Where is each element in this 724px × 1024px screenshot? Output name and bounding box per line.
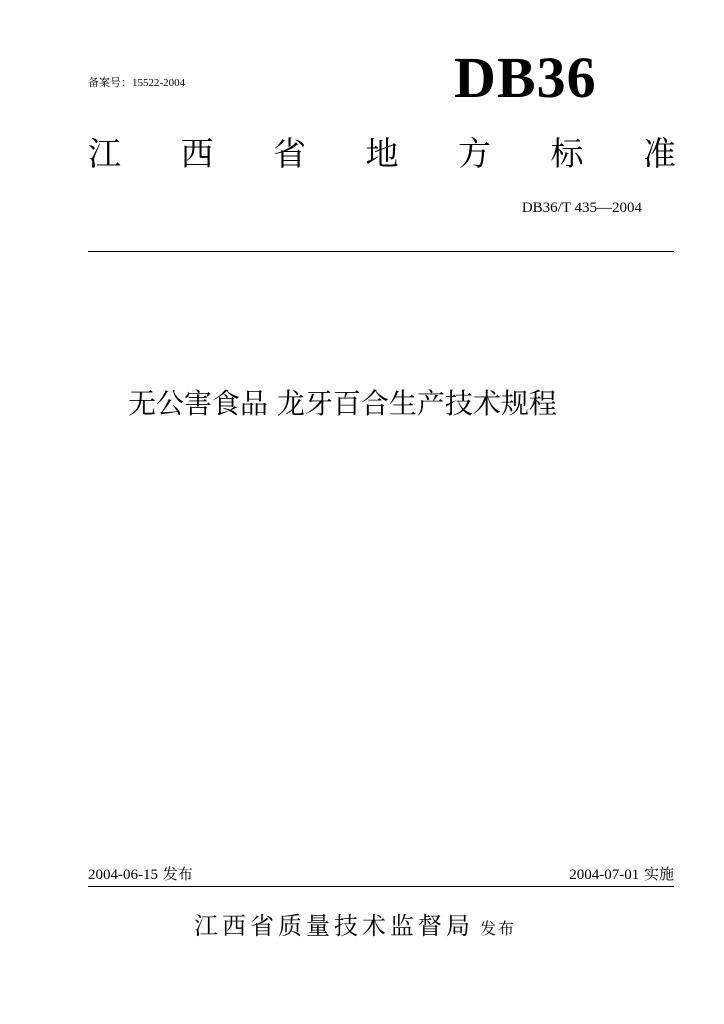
release-date: 2004-06-15 (88, 867, 158, 883)
standard-title-char: 省 (273, 134, 306, 173)
effective-date-block (569, 864, 674, 885)
issuer (194, 908, 516, 947)
standard-title-char: 地 (365, 134, 399, 173)
standard-code: DB36/T 435—2004 (521, 200, 642, 216)
standard-title-char: 西 (180, 134, 214, 173)
record-number-label: 备案号： (88, 76, 132, 89)
release-label: 发布 (162, 865, 193, 883)
date-row (88, 864, 674, 885)
document-title: 无公害食品 龙牙百合生产技术规程 (128, 387, 557, 420)
db36-logo: DB36 (454, 45, 597, 110)
standard-title-char: 江 (88, 134, 121, 173)
standard-title-char: 标 (550, 134, 584, 173)
record-number (88, 74, 185, 90)
standard-type-title (88, 134, 676, 174)
issuer-action: 发布 (480, 919, 517, 938)
standard-title-char: 准 (643, 134, 676, 173)
bottom-divider (88, 886, 674, 887)
effective-label: 实施 (643, 865, 674, 883)
record-number-value: 15522-2004 (132, 77, 186, 89)
top-divider (88, 251, 674, 252)
issuer-name: 江西省质量技术监督局 (194, 912, 474, 940)
release-date-block (88, 864, 193, 885)
standard-title-char: 方 (458, 134, 491, 173)
effective-date: 2004-07-01 (569, 867, 640, 883)
